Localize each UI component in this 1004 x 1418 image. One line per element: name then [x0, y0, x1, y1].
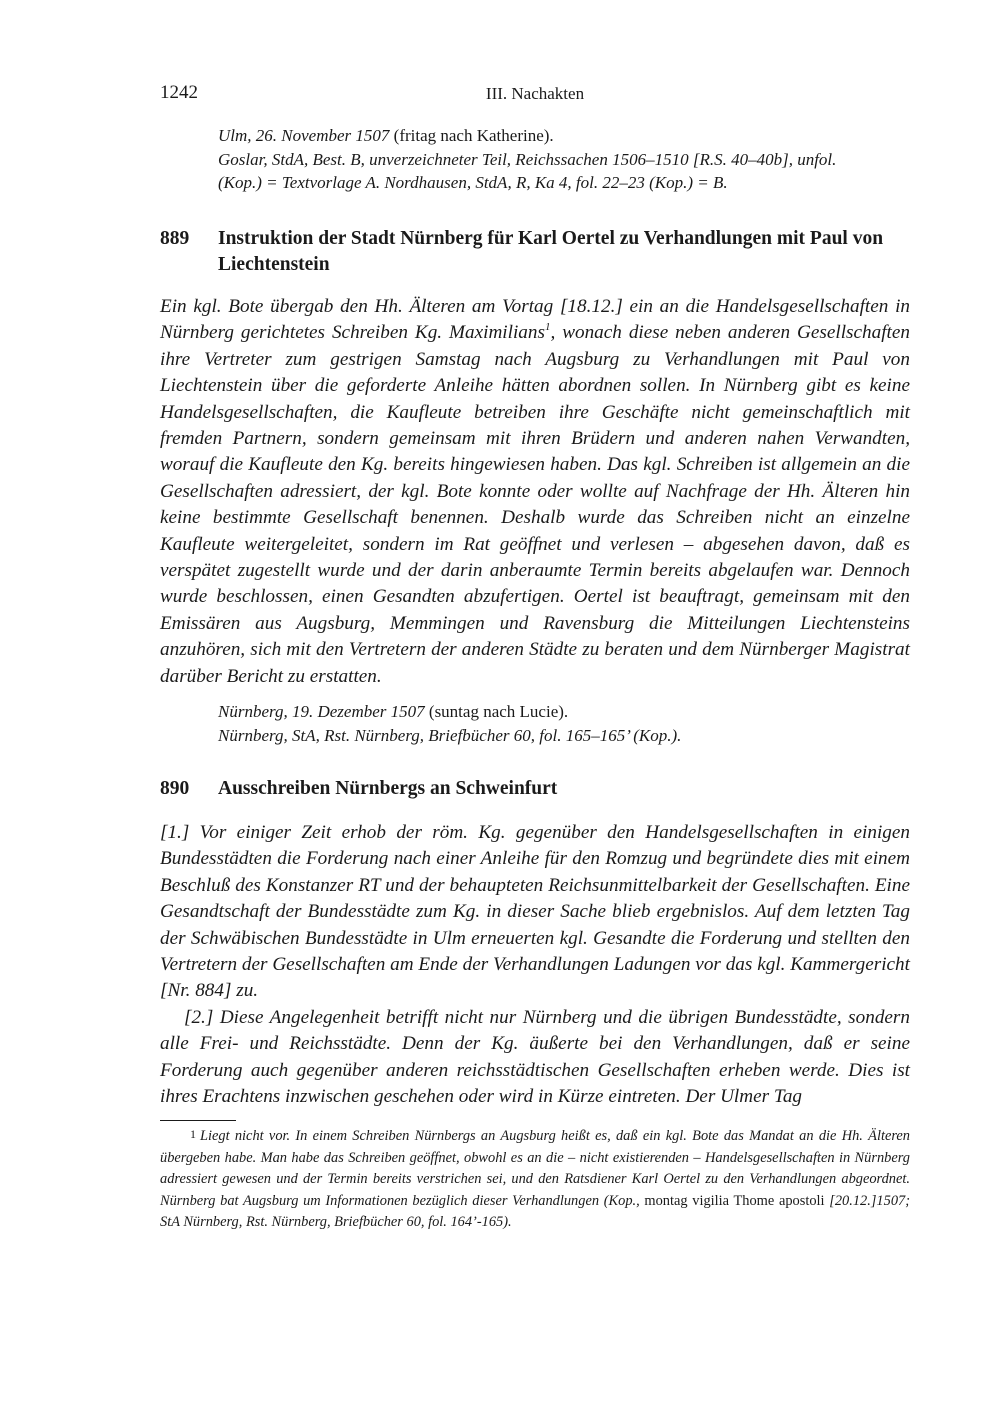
footnote-text-a: Liegt nicht vor. In einem Schreiben Nürnbergs an Augsburg heißt es, daß ein kgl. Bote das Mandat an die Hh. Älteren übergeben habe. Man habe das Schreiben geöffnet, obwohl es an die – nicht existierenden – Handelsgesellschaften in Nürnberg adressiert gewesen und der Termin bereits verstrichen sei, und den Ratsdiener Karl Oertel zu den Verhandlungen abgeordnet. Nürnberg bat Augsburg um Informationen bezüglich dieser Verhandlungen (Kop., — [160, 1128, 910, 1209]
citation-source-line-2: (Kop.) = Textvorlage A. Nordhausen, StdA, R, Ka 4, fol. 22–23 (Kop.) = B. — [218, 173, 728, 192]
footnote-rule — [160, 1120, 236, 1121]
doc-889-citation — [218, 700, 910, 747]
doc-889-date-place: Nürnberg, 19. Dezember 1507 — [218, 702, 425, 721]
doc-890-title: Ausschreiben Nürnbergs an Schweinfurt — [218, 778, 558, 799]
doc-889-regest — [160, 294, 910, 690]
running-head: III. Nachakten — [485, 84, 585, 103]
doc-889-regest-text-b: , wonach diese neben anderen Gesellschaften ihre Vertreter zum gestrigen Samstag nach Augsburg zu Verhandlungen mit Paul von Liechtenstein über die geforderte Anleihe hätten abordnen sollen. In Nürnberg gibt es keine Handelsgesellschaften, die Kaufleute betreiben ihre Geschäfte nicht gemeinschaftlich mit fremden Partnern, sondern gemeinsam mit ihren Brüdern und anderen nahen Verwandten, worauf die Kaufleute den Kg. bereits hingewiesen haben. Das kgl. Schreiben ist allgemein an die Gesellschaften adressiert, der kgl. Bote konnte oder wollte auf Nachfrage der Hh. Älteren hin keine bestimmte Gesellschaft benennen. Deshalb wurde das Schreiben nicht an einzelne Kaufleute weitergeleitet, sondern im Rat geöffnet und verlesen – abgesehen davon, daß es verspätet zugestellt wurde und der darin anberaumte Termin bereits abgelaufen war. Dennoch wurde beschlossen, einen Gesandten abzufertigen. Oertel ist beauftragt, gemeinsam mit den Emissären aus Augsburg, Memmingen und Ravensburg die Mitteilungen Liechtensteins anzuhören, sich mit den Vertretern der anderen Städte zu beraten und dem Nürnberger Magistrat darüber Bericht zu erstatten. — [160, 322, 910, 687]
page-header — [160, 82, 910, 106]
footnote-text-roman: montag vigilia Thome apostoli — [639, 1192, 830, 1209]
citation-date-note: (fritag nach Katherine). — [389, 126, 554, 145]
doc-889-regest-text-a: Ein kgl. Bote übergab den Hh. Älteren am Vortag [18.12.] ein an die Handelsgesellschaften in Nürnberg gerichtetes Schreiben Kg. Maximilians — [160, 296, 910, 344]
doc-890-heading — [160, 776, 910, 802]
doc-890-paragraph-1: [1.] Vor einiger Zeit erhob der röm. Kg. gegenüber den Handelsgesellschaften in einigen Bundesstädten die Forderung nach einer Anleihe für den Romzug und begründete dies mit einem Beschluß des Konstanzer RT und der behaupteten Reichsunmittelbarkeit der Gesellschaften. Eine Gesandtschaft der Bundesstädte zum Kg. in dieser Sache blieb ergebnislos. Auf dem letzten Tag der Schwäbischen Bundesstädte in Ulm erneuerten kgl. Gesandte die Forderung und stellten den Vertretern der Gesellschaften am Ende der Verhandlungen Ladungen vor das kgl. Kammergericht [Nr. 884] zu. — [160, 822, 910, 1002]
doc-889-source: Nürnberg, StA, Rst. Nürnberg, Briefbücher 60, fol. 165–165’ (Kop.). — [218, 725, 682, 745]
citation-source-line-1: Goslar, StdA, Best. B, unverzeichneter Teil, Reichssachen 1506–1510 [R.S. 40–40b], unfol. — [218, 149, 837, 169]
top-citation — [218, 124, 910, 195]
page-number: 1242 — [160, 82, 198, 103]
doc-890-paragraph-2: [2.] Diese Angelegenheit betrifft nicht nur Nürnberg und die übrigen Bundesstädte, sondern alle Frei- und Reichsstädte. Denn der Kg. äußerte bei den Verhandlungen, daß er seine Forderung auch gegenüber anderen reichsstädtischen Gesellschaften erheben werde. Dies ist ihres Erachtens inzwischen geschehen oder wird in Kürze eintreten. Der Ulmer Tag — [160, 1006, 910, 1108]
footnote — [160, 1124, 910, 1234]
citation-date-place: Ulm, 26. November 1507 — [218, 126, 390, 145]
doc-890-number: 890 — [160, 778, 190, 799]
doc-889-heading — [160, 226, 910, 278]
doc-890-regest — [160, 820, 910, 1110]
doc-889-date-note: (suntag nach Lucie). — [424, 702, 569, 721]
doc-889-number: 889 — [160, 228, 190, 249]
footnote-text-b: [20.12.]1507; StA Nürnberg, Rst. Nürnberg, Briefbücher 60, fol. 164’-165). — [160, 1192, 911, 1230]
footnote-reference[interactable]: 1 — [544, 321, 551, 334]
footnote-mark: 1 — [190, 1127, 196, 1141]
doc-889-title: Instruktion der Stadt Nürnberg für Karl Oertel zu Verhandlungen mit Paul von Liechtenstein — [218, 228, 884, 275]
